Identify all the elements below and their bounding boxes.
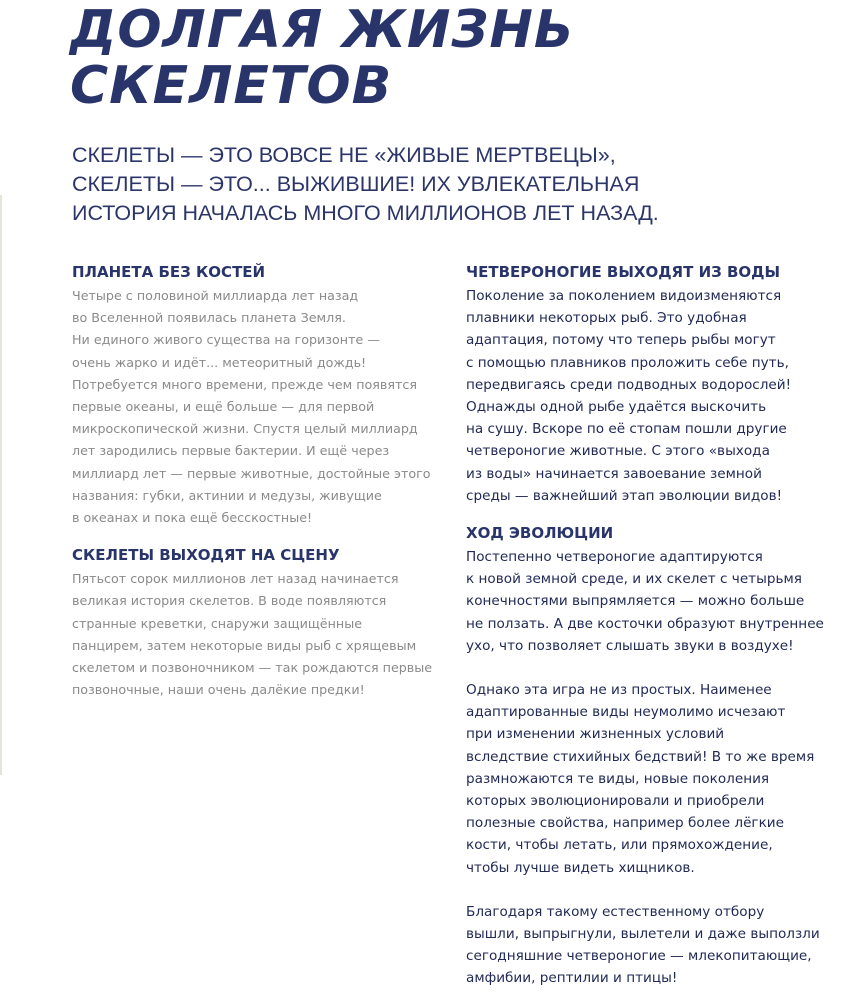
text-line: при изменении жизненных условий xyxy=(466,726,725,743)
section-text xyxy=(466,546,841,657)
title-line: ДОЛГАЯ ЖИЗНЬ xyxy=(70,0,575,60)
text-line: Ни единого живого существа на горизонте — xyxy=(72,332,380,348)
text-line: размножаются те виды, новые поколения xyxy=(466,770,770,787)
section-heading: СКЕЛЕТЫ ВЫХОДЯТ НА СЦЕНУ xyxy=(72,546,340,565)
text-line: названия: губки, актинии и медузы, живущие xyxy=(72,487,382,503)
text-line: адаптированные виды неумолимо исчезают xyxy=(466,704,786,721)
text-line: полезные свойства, например более лёгкие xyxy=(466,815,784,832)
text-line: великая история скелетов. В воде появляются xyxy=(72,593,387,609)
section-skeletons xyxy=(72,545,452,701)
text-line: позвоночные, наши очень далёкие предки! xyxy=(72,682,365,698)
text-line: миллиард лет — первые животные, достойные этого xyxy=(72,465,431,481)
text-line: очень жарко и идёт... метеоритный дождь! xyxy=(72,354,367,370)
text-line: кости, чтобы летать, или прямохождение, xyxy=(466,837,773,854)
text-line: с помощью плавников проложить себе путь, xyxy=(466,354,789,371)
page-title xyxy=(70,2,770,114)
text-line: панцирем, затем некоторые виды рыб с хрящевым xyxy=(72,637,417,653)
text-line: плавники некоторых рыб. Это удобная xyxy=(466,310,747,327)
right-column xyxy=(466,262,841,990)
text-line: скелетом и позвоночником — так рождаются первые xyxy=(72,660,433,676)
text-line: Пятьсот сорок миллионов лет назад начинается xyxy=(72,571,399,587)
section-heading: ПЛАНЕТА БЕЗ КОСТЕЙ xyxy=(72,263,266,281)
text-line: во Вселенной появилась планета Земля. xyxy=(72,310,346,326)
section-heading: ЧЕТВЕРОНОГИЕ ВЫХОДЯТ ИЗ ВОДЫ xyxy=(466,263,781,281)
text-line: передвигаясь среди подводных водорослей! xyxy=(466,376,792,393)
text-line: которых эволюционировали и приобрели xyxy=(466,793,765,810)
text-line: лет зародились первые бактерии. И ещё через xyxy=(72,443,390,459)
lead-line: ИСТОРИЯ НАЧАЛАСЬ МНОГО МИЛЛИОНОВ ЛЕТ НАЗАД. xyxy=(72,201,659,225)
text-line: вследствие стихийных бедствий! В то же время xyxy=(466,748,815,765)
section-text xyxy=(72,568,452,701)
text-line: ухо, что позволяет слышать звуки в воздухе! xyxy=(466,637,794,654)
section-planet xyxy=(72,262,452,529)
section-tetrapods xyxy=(466,262,841,507)
text-line: среды — важнейший этап эволюции видов! xyxy=(466,487,783,504)
text-line: микроскопической жизни. Спустя целый миллиард xyxy=(72,421,418,437)
page-edge-line xyxy=(0,195,2,775)
lead-line: СКЕЛЕТЫ — ЭТО ВОВСЕ НЕ «ЖИВЫЕ МЕРТВЕЦЫ», xyxy=(72,143,616,167)
title-line: СКЕЛЕТОВ xyxy=(70,56,393,116)
text-line: в океанах и пока ещё бесскостные! xyxy=(72,510,313,526)
section-text xyxy=(466,285,841,507)
lead-line: СКЕЛЕТЫ — ЭТО... ВЫЖИВШИЕ! ИХ УВЛЕКАТЕЛЬНАЯ xyxy=(72,172,640,196)
section-text xyxy=(466,679,841,879)
text-line: первые океаны, и ещё больше — для первой xyxy=(72,399,375,415)
section-text xyxy=(72,285,452,529)
text-line: Однажды одной рыбе удаётся выскочить xyxy=(466,399,767,416)
text-line: Поколение за поколением видоизменяются xyxy=(466,288,782,304)
text-line: Постепенно четвероногие адаптируются xyxy=(466,549,763,566)
text-line: странные креветки, снаружи защищённые xyxy=(72,615,363,631)
text-line: чтобы лучше видеть хищников. xyxy=(466,859,695,876)
text-line: к новой земной среде, и их скелет с четырьмя xyxy=(466,571,802,588)
section-text xyxy=(466,901,841,990)
section-evolution xyxy=(466,523,841,990)
text-line: вышли, выпрыгнули, вылетели и даже выползли xyxy=(466,926,820,943)
text-line: Однако эта игра не из простых. Наименее xyxy=(466,682,772,699)
text-line: амфибии, рептилии и птицы! xyxy=(466,970,678,987)
text-line: не ползать. А две косточки образуют внутреннее xyxy=(466,615,824,632)
text-line: Потребуется много времени, прежде чем появятся xyxy=(72,376,418,392)
left-column xyxy=(72,262,452,701)
text-line: Благодаря такому естественному отбору xyxy=(466,903,765,920)
text-line: на сушу. Вскоре по её стопам пошли другие xyxy=(466,421,787,438)
text-line: четвероногие животные. С этого «выхода xyxy=(466,443,770,460)
text-line: адаптация, потому что теперь рыбы могут xyxy=(466,332,776,349)
text-line: сегодняшние четвероногие — млекопитающие, xyxy=(466,948,812,965)
lead-paragraph xyxy=(72,141,812,228)
text-line: Четыре с половиной миллиарда лет назад xyxy=(72,288,359,303)
section-heading: ХОД ЭВОЛЮЦИИ xyxy=(466,524,614,543)
text-line: конечностями выпрямляется — можно больше xyxy=(466,593,805,610)
text-line: из воды» начинается завоевание земной xyxy=(466,465,762,482)
